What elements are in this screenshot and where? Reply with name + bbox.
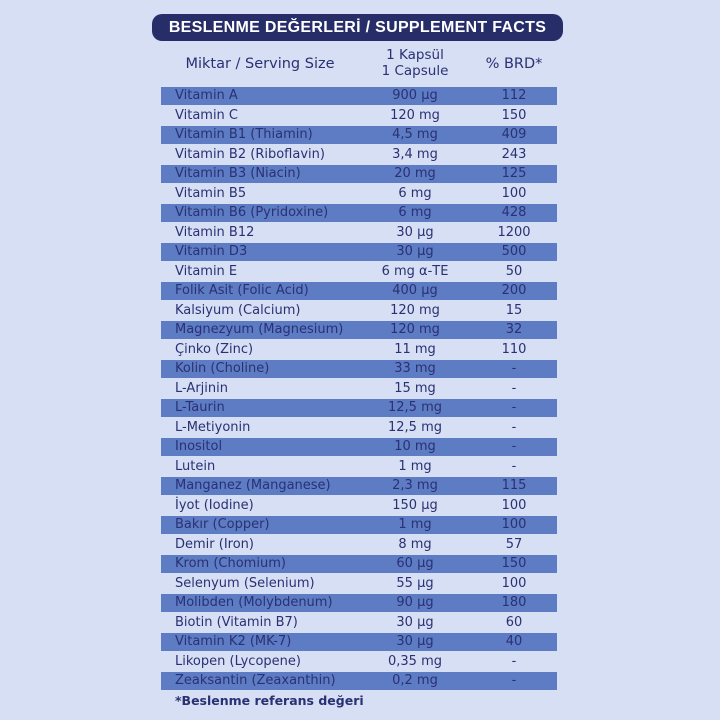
table-row [161,301,557,321]
row-brd: - [511,361,517,377]
table-row [161,242,557,262]
table-row [161,593,557,613]
table-row [161,106,557,126]
column-serving-size: Miktar / Serving Size [185,56,335,72]
row-name: Vitamin D3 [175,244,248,260]
row-amount: 1 mg [398,517,432,533]
row-name: Bakır (Copper) [175,517,270,533]
row-amount: 30 µg [396,614,434,630]
row-amount: 90 µg [396,595,434,611]
column-header-row [161,45,557,83]
row-amount: 20 mg [394,166,436,182]
row-name: Çinko (Zinc) [175,341,254,357]
row-amount: 4,5 mg [392,127,438,143]
table-row [161,515,557,535]
row-name: Vitamin B12 [175,224,255,240]
table-row [161,223,557,243]
table-title: BESLENME DEĞERLERİ / SUPPLEMENT FACTS [152,14,563,41]
table-row [161,574,557,594]
row-amount: 6 mg [398,185,432,201]
row-brd: 115 [501,478,527,494]
table-row [161,496,557,516]
row-brd: - [511,673,517,689]
row-amount: 30 µg [396,224,434,240]
row-brd: 150 [501,107,527,123]
row-amount: 120 mg [390,302,440,318]
row-amount: 3,4 mg [392,146,438,162]
row-amount: 60 µg [396,556,434,572]
table-row [161,457,557,477]
table-row [161,86,557,106]
table-row [161,145,557,165]
row-name: Vitamin A [175,88,238,104]
footnote: *Beslenme referans değeri [175,693,364,708]
column-amount [359,48,471,80]
row-amount: 10 mg [394,439,436,455]
row-name: Vitamin E [175,263,238,279]
row-amount: 8 mg [398,536,432,552]
row-brd: 180 [501,595,527,611]
row-amount: 120 mg [390,322,440,338]
row-name: Vitamin B1 (Thiamin) [175,127,313,143]
row-name: Vitamin B2 (Riboflavin) [175,146,325,162]
table-row [161,379,557,399]
table-row [161,184,557,204]
row-brd: 125 [501,166,527,182]
row-amount: 1 mg [398,458,432,474]
row-brd: 1200 [497,224,531,240]
row-amount: 15 mg [394,380,436,396]
row-name: L-Taurin [175,400,225,416]
row-amount: 0,2 mg [392,673,438,689]
row-amount: 11 mg [394,341,436,357]
row-brd: 409 [501,127,527,143]
row-brd: 100 [501,185,527,201]
row-brd: 100 [501,517,527,533]
row-brd: 32 [505,322,523,338]
row-amount: 30 µg [396,634,434,650]
row-name: L-Metiyonin [175,419,251,435]
row-name: Folik Asit (Folic Acid) [175,283,309,299]
row-name: Inositol [175,439,223,455]
table-row [161,632,557,652]
row-brd: 200 [501,283,527,299]
row-brd: 50 [505,263,523,279]
row-amount: 6 mg [398,205,432,221]
table-row [161,164,557,184]
row-amount: 150 µg [392,497,438,513]
column-amount-line1: 1 Kapsül [386,47,444,64]
row-amount: 2,3 mg [392,478,438,494]
table-row [161,262,557,282]
row-name: Lutein [175,458,216,474]
table-row [161,320,557,340]
table-row [161,203,557,223]
row-name: L-Arjinin [175,380,228,396]
table-row [161,340,557,360]
row-brd: 428 [501,205,527,221]
row-name: Biotin (Vitamin B7) [175,614,298,630]
row-brd: 40 [505,634,523,650]
row-brd: 150 [501,556,527,572]
table-row [161,437,557,457]
table-row [161,125,557,145]
row-name: Vitamin K2 (MK-7) [175,634,292,650]
row-brd: 110 [501,341,527,357]
row-name: Vitamin C [175,107,239,123]
row-amount: 33 mg [394,361,436,377]
row-brd: - [511,419,517,435]
row-amount: 12,5 mg [388,400,442,416]
row-brd: 112 [501,88,527,104]
row-brd: 57 [505,536,523,552]
table-row [161,398,557,418]
row-name: Kolin (Choline) [175,361,270,377]
row-amount: 900 µg [392,88,438,104]
row-amount: 12,5 mg [388,419,442,435]
row-name: Krom (Chomium) [175,556,286,572]
row-name: Selenyum (Selenium) [175,575,315,591]
row-name: Molibden (Molybdenum) [175,595,333,611]
column-amount-line2: 1 Capsule [381,63,449,79]
row-amount: 400 µg [392,283,438,299]
row-name: Magnezyum (Magnesium) [175,322,344,338]
column-brd: % BRD* [485,56,543,72]
row-name: Zeaksantin (Zeaxanthin) [175,673,336,689]
row-brd: - [511,653,517,669]
row-brd: 100 [501,497,527,513]
row-name: İyot (Iodine) [175,497,254,513]
row-name: Kalsiyum (Calcium) [175,302,301,318]
row-name: Vitamin B3 (Niacin) [175,166,301,182]
row-brd: - [511,439,517,455]
table-row [161,671,557,691]
row-amount: 120 mg [390,107,440,123]
table-body [161,86,557,691]
row-amount: 0,35 mg [388,653,442,669]
row-name: Demir (Iron) [175,536,254,552]
table-row [161,281,557,301]
row-amount: 30 µg [396,244,434,260]
row-brd: - [511,380,517,396]
table-row [161,554,557,574]
table-row [161,652,557,672]
row-brd: 15 [505,302,523,318]
table-row [161,418,557,438]
table-row [161,359,557,379]
row-name: Manganez (Manganese) [175,478,331,494]
table-row [161,613,557,633]
table-row [161,476,557,496]
row-brd: 243 [501,146,527,162]
row-brd: 60 [505,614,523,630]
row-name: Vitamin B5 [175,185,247,201]
row-amount: 55 µg [396,575,434,591]
table-row [161,535,557,555]
row-name: Vitamin B6 (Pyridoxine) [175,205,329,221]
row-brd: - [511,400,517,416]
row-amount: 6 mg α-TE [381,263,449,279]
row-name: Likopen (Lycopene) [175,653,301,669]
row-brd: 500 [501,244,527,260]
row-brd: - [511,458,517,474]
row-brd: 100 [501,575,527,591]
